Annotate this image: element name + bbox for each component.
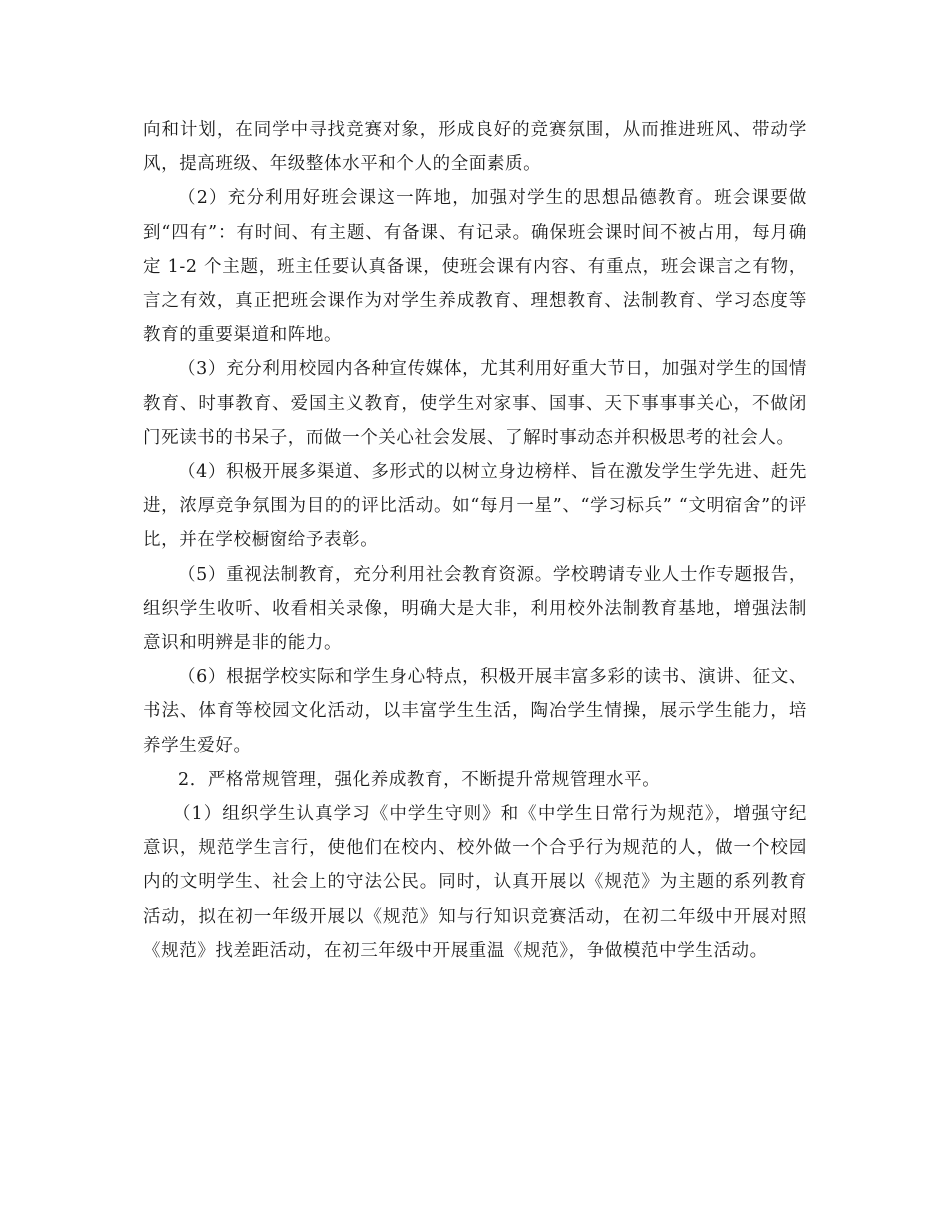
paragraph-3-campus-media: （3）充分利用校园内各种宣传媒体，尤其利用好重大节日，加强对学生的国情教育、时事教育、爱国主义教育，使学生对家事、国事、天下事事事关心，不做闭门死读书的书呆子，而做一个关心社会发展、了解时事动态并积极思考的社会人。	[143, 359, 807, 448]
section-heading-routine-management: 2．严格常规管理，强化养成教育，不断提升常规管理水平。	[178, 769, 661, 790]
paragraph-2-class-meeting: （2）充分利用好班会课这一阵地，加强对学生的思想品德教育。班会课要做到“四有”：有时间、有主题、有备课、有记录。确保班会课时间不被占用，每月确定 1-2 个主题，班主任要认真备课，使班会课有内容、有重点，班会课言之有物，言之有效，真正把班会课作为对学生养成教育、理想教育、法制教育、学习态度等教育的重要渠道和阵地。	[143, 188, 807, 346]
paragraph-continuation: 向和计划，在同学中寻找竞赛对象，形成良好的竞赛氛围，从而推进班风、带动学风，提高班级、年级整体水平和个人的全面素质。	[143, 120, 807, 175]
paragraph-1-code-of-conduct: （1）组织学生认真学习《中学生守则》和《中学生日常行为规范》，增强守纪意识，规范学生言行，使他们在校内、校外做一个合乎行为规范的人，做一个校园内的文明学生、社会上的守法公民。同时，认真开展以《规范》为主题的系列教育活动，拟在初一年级开展以《规范》知与行知识竞赛活动，在初二年级中开展对照《规范》找差距活动，在初三年级中开展重温《规范》，争做模范中学生活动。	[143, 804, 807, 961]
paragraph-4-evaluation-activities: （4）积极开展多渠道、多形式的以树立身边榜样、旨在激发学生学先进、赶先进，浓厚竞争氛围为目的的评比活动。如“每月一星”、“学习标兵” “文明宿舍”的评比，并在学校橱窗给予表彰。	[143, 462, 807, 551]
paragraph-5-legal-education: （5）重视法制教育，充分利用社会教育资源。学校聘请专业人士作专题报告，组织学生收听、收看相关录像，明确大是大非，利用校外法制教育基地，增强法制意识和明辨是非的能力。	[143, 564, 807, 654]
paragraph-6-cultural-activities: （6）根据学校实际和学生身心特点，积极开展丰富多彩的读书、演讲、征文、书法、体育等校园文化活动，以丰富学生生活，陶冶学生情操，展示学生能力，培养学生爱好。	[143, 667, 807, 756]
document-body	[143, 113, 807, 968]
